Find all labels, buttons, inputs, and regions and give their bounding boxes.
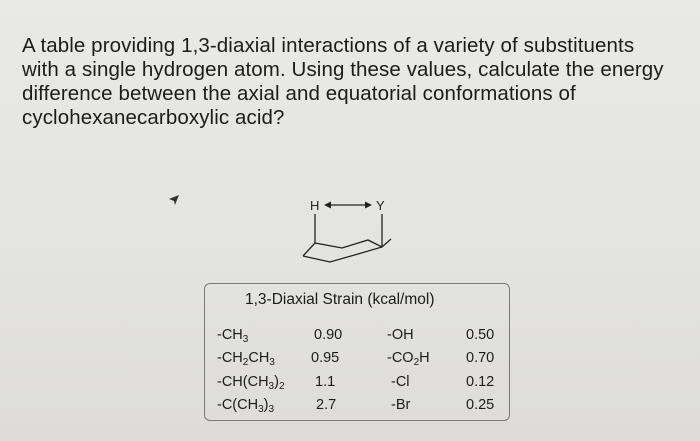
- value-cell: 0.90: [314, 327, 343, 343]
- substituent-cell: $-C(CH_3)_3$: [217, 397, 275, 415]
- substituent-cell: $-CH(CH_3)_2$: [217, 374, 285, 392]
- mouse-pointer-icon: [167, 193, 181, 207]
- value-cell: 0.25: [466, 397, 495, 413]
- value-cell: 0.50: [466, 327, 495, 343]
- question-line: with a single hydrogen atom. Using these values, calculate the energy: [22, 58, 664, 81]
- cyclohexane-diagram: [296, 192, 396, 276]
- chair-conformation-icon: [303, 214, 391, 262]
- substituent-label: Y: [376, 198, 385, 213]
- table-title: 1,3-Diaxial Strain (kcal/mol): [245, 291, 435, 308]
- question-text: [22, 34, 687, 130]
- value-cell: 2.7: [316, 397, 337, 413]
- substituent-cell: $-CO_2H$: [387, 350, 430, 368]
- hydrogen-label: H: [310, 198, 320, 213]
- substituent-cell: -Br: [391, 397, 411, 413]
- substituent-cell: -OH: [387, 327, 414, 343]
- value-cell: 0.70: [466, 350, 495, 366]
- substituent-cell: -Cl: [391, 374, 410, 390]
- substituent-cell: $-CH_3$: [217, 327, 249, 345]
- question-line: difference between the axial and equatorial conformations of: [22, 82, 576, 105]
- question-line: cyclohexanecarboxylic acid?: [22, 106, 285, 129]
- substituent-cell: $-CH_2CH_3$: [217, 350, 275, 368]
- double-arrow-icon: [324, 202, 372, 209]
- value-cell: 1.1: [315, 374, 336, 390]
- value-cell: 0.12: [466, 374, 495, 390]
- strain-table: [204, 283, 510, 421]
- value-cell: 0.95: [311, 350, 340, 366]
- question-line: A table providing 1,3-diaxial interactions of a variety of substituents: [22, 34, 635, 57]
